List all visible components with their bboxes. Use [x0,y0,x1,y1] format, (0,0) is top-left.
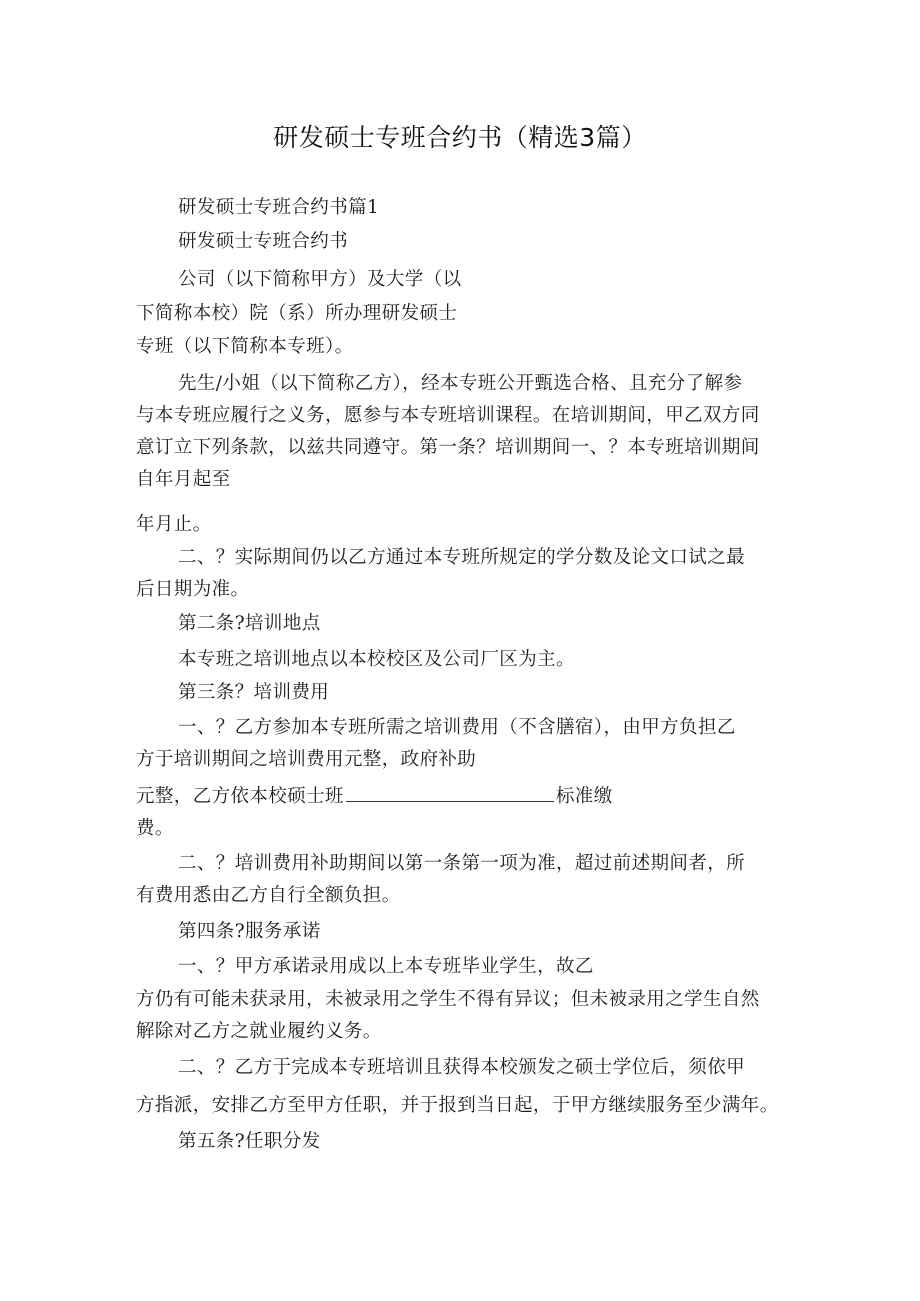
paragraph-line: 一、？乙方参加本专班所需之培训费用（不含膳宿），由甲方负担乙 [178,717,736,738]
section-heading: 第四条?服务承诺 [178,921,321,942]
paragraph-line: 自年月起至 [136,469,231,490]
paragraph-line: 有费用悉由乙方自行全额负担。 [136,885,401,906]
section-heading: 第五条?任职分发 [178,1131,321,1152]
section-heading: 第二条?培训地点 [178,613,321,634]
paragraph-line: 公司（以下简称甲方）及大学（以 [178,269,462,290]
section-heading: 第三条？培训费用 [178,682,330,703]
paragraph-line: 二、？乙方于完成本专班培训且获得本校颁发之硕士学位后，须依甲 [178,1057,746,1078]
paragraph-line: 意订立下列条款，以兹共同遵守。第一条？培训期间一、？本专班培训期间 [136,437,760,458]
paragraph-line: 后日期为准。 [136,579,250,600]
paragraph-line: 一、？甲方承诺录用成以上本专班毕业学生，故乙 [178,956,594,977]
paragraph-line: 方指派，安排乙方至甲方任职，并于报到当日起，于甲方继续服务至少满年。 [136,1095,779,1116]
paragraph-line: 方仍有可能未获录用，未被录用之学生不得有异议；但未被录用之学生自然 [136,989,760,1010]
fill-in-blank[interactable] [346,784,554,802]
paragraph-line: 方于培训期间之培训费用元整，政府补助 [136,749,477,770]
paragraph-line: 本专班之培训地点以本校校区及公司厂区为主。 [178,649,575,670]
paragraph-line: 研发硕士专班合约书篇1 [178,197,380,218]
paragraph-line: 解除对乙方之就业履约义务。 [136,1021,382,1042]
paragraph-line: 二、？培训费用补助期间以第一条第一项为准，超过前述期间者，所 [178,853,746,874]
paragraph-line: 研发硕士专班合约书 [178,231,349,252]
paragraph-line: 二、？实际期间仍以乙方通过本专班所规定的学分数及论文口试之最 [178,547,746,568]
paragraph-line: 先生/小姐（以下简称乙方），经本专班公开甄选合格、且充分了解参 [178,373,743,394]
paragraph-line: 与本专班应履行之义务，愿参与本专班培训课程。在培训期间，甲乙双方同 [136,405,760,426]
paragraph-line: 年月止。 [136,514,212,535]
paragraph-line: 费。 [136,818,174,839]
document-title: 研发硕士专班合约书（精选3篇） [273,123,647,152]
paragraph-line: 下简称本校）院（系）所办理研发硕士 [136,303,458,324]
text-after-blank: 标准缴 [555,786,613,807]
paragraph-line: 专班（以下简称本专班）。 [136,336,354,357]
text-before-blank: 元整，乙方依本校硕士班 [136,786,344,807]
paragraph-line-with-blank [136,784,613,809]
